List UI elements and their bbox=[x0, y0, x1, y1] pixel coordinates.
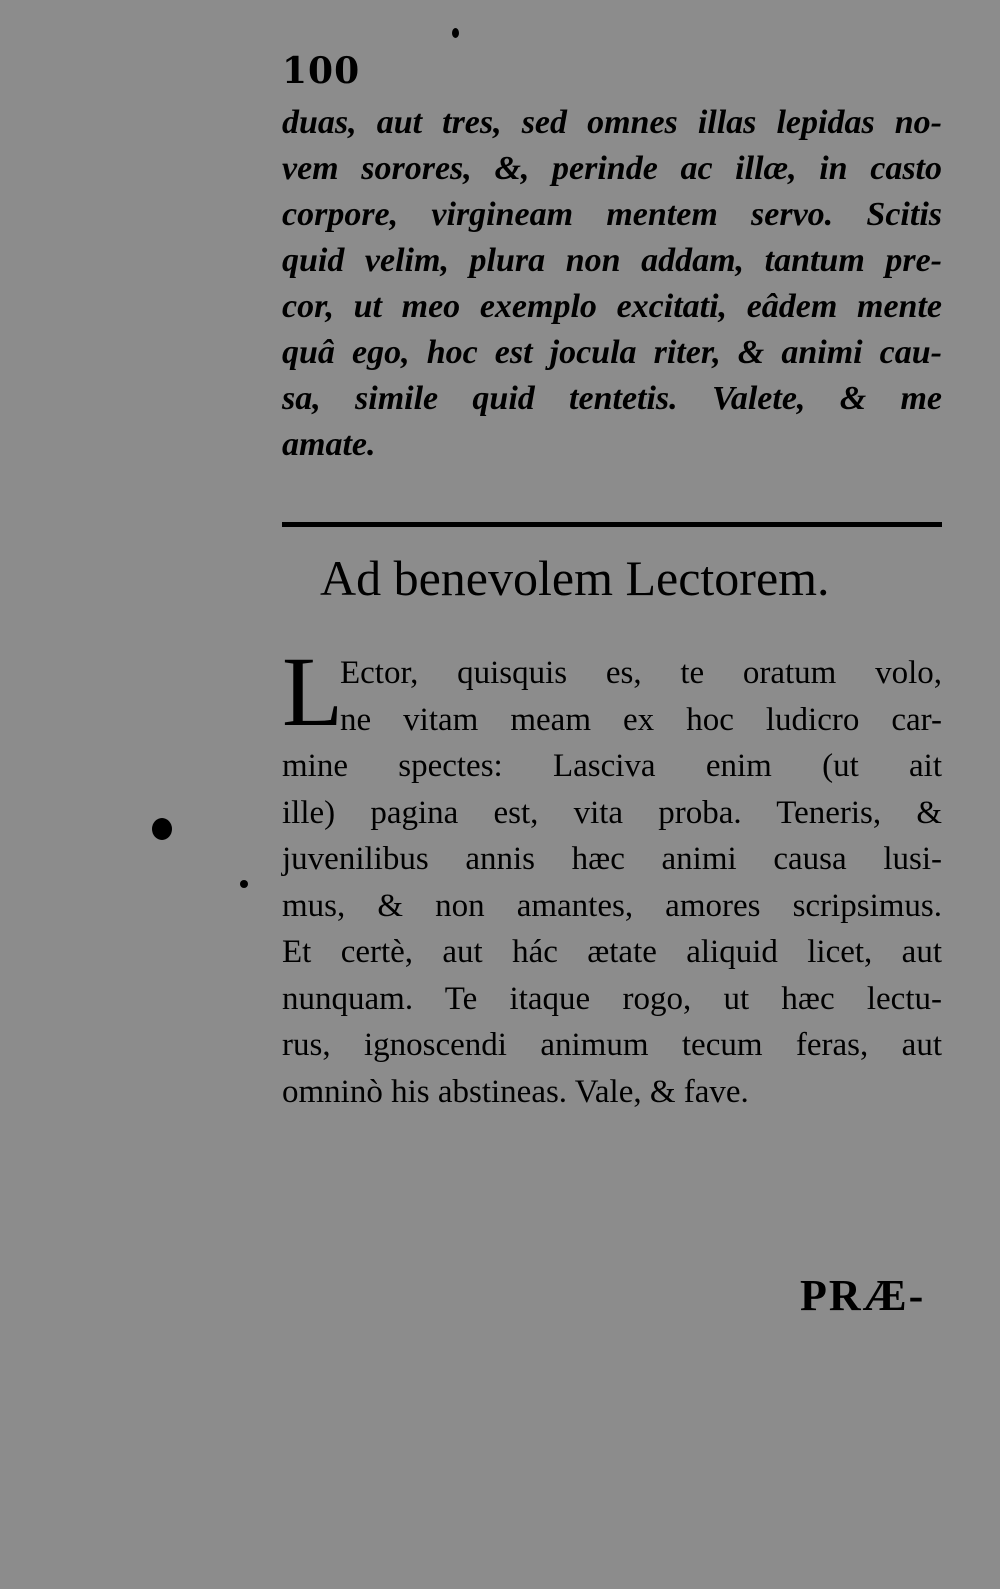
section-heading: Ad benevolem Lectorem. bbox=[320, 550, 830, 606]
text-line: juvenilibus annis hæc animi causa lusi- bbox=[282, 841, 942, 877]
text-line: rus, ignoscendi animum tecum feras, aut bbox=[282, 1027, 942, 1063]
section-divider bbox=[282, 522, 942, 527]
text-line: ne vitam meam ex hoc ludicro car- bbox=[340, 701, 942, 738]
text-line: Ector, quisquis es, te oratum volo, bbox=[340, 655, 942, 691]
text-line: ille) pagina est, vita proba. Teneris, & bbox=[282, 794, 942, 831]
text-line: mus, & non amantes, amores scripsimus. bbox=[282, 887, 942, 924]
catchword: PRÆ- bbox=[800, 1271, 926, 1320]
text-line: omninò his abstineas. Vale, & fave. bbox=[282, 1073, 749, 1110]
text-line: corpore, virgineam mentem servo. Scitis bbox=[282, 196, 942, 233]
text-line: Et certè, aut hác ætate aliquid licet, aut bbox=[282, 934, 942, 970]
text-line: quid velim, plura non addam, tantum pre- bbox=[282, 242, 942, 279]
text-line: sa, simile quid tentetis. Valete, & me bbox=[282, 380, 942, 417]
text-line: amate. bbox=[282, 426, 376, 463]
preface-passage bbox=[282, 650, 942, 1115]
drop-cap: L bbox=[282, 636, 344, 747]
page-number: 100 bbox=[282, 50, 361, 92]
text-line: quâ ego, hoc est jocula riter, & animi cau- bbox=[282, 334, 942, 371]
text-line: nunquam. Te itaque rogo, ut hæc lectu- bbox=[282, 980, 942, 1017]
ink-speck bbox=[452, 28, 459, 38]
text-line: duas, aut tres, sed omnes illas lepidas no- bbox=[282, 104, 942, 141]
text-line: vem sorores, &, perinde ac illæ, in casto bbox=[282, 150, 942, 187]
text-line: mine spectes: Lasciva enim (ut ait bbox=[282, 748, 942, 784]
ink-speck bbox=[152, 818, 172, 840]
text-line: cor, ut meo exemplo excitati, eâdem mente bbox=[282, 288, 942, 325]
italic-passage bbox=[282, 100, 942, 468]
ink-speck bbox=[240, 880, 248, 888]
